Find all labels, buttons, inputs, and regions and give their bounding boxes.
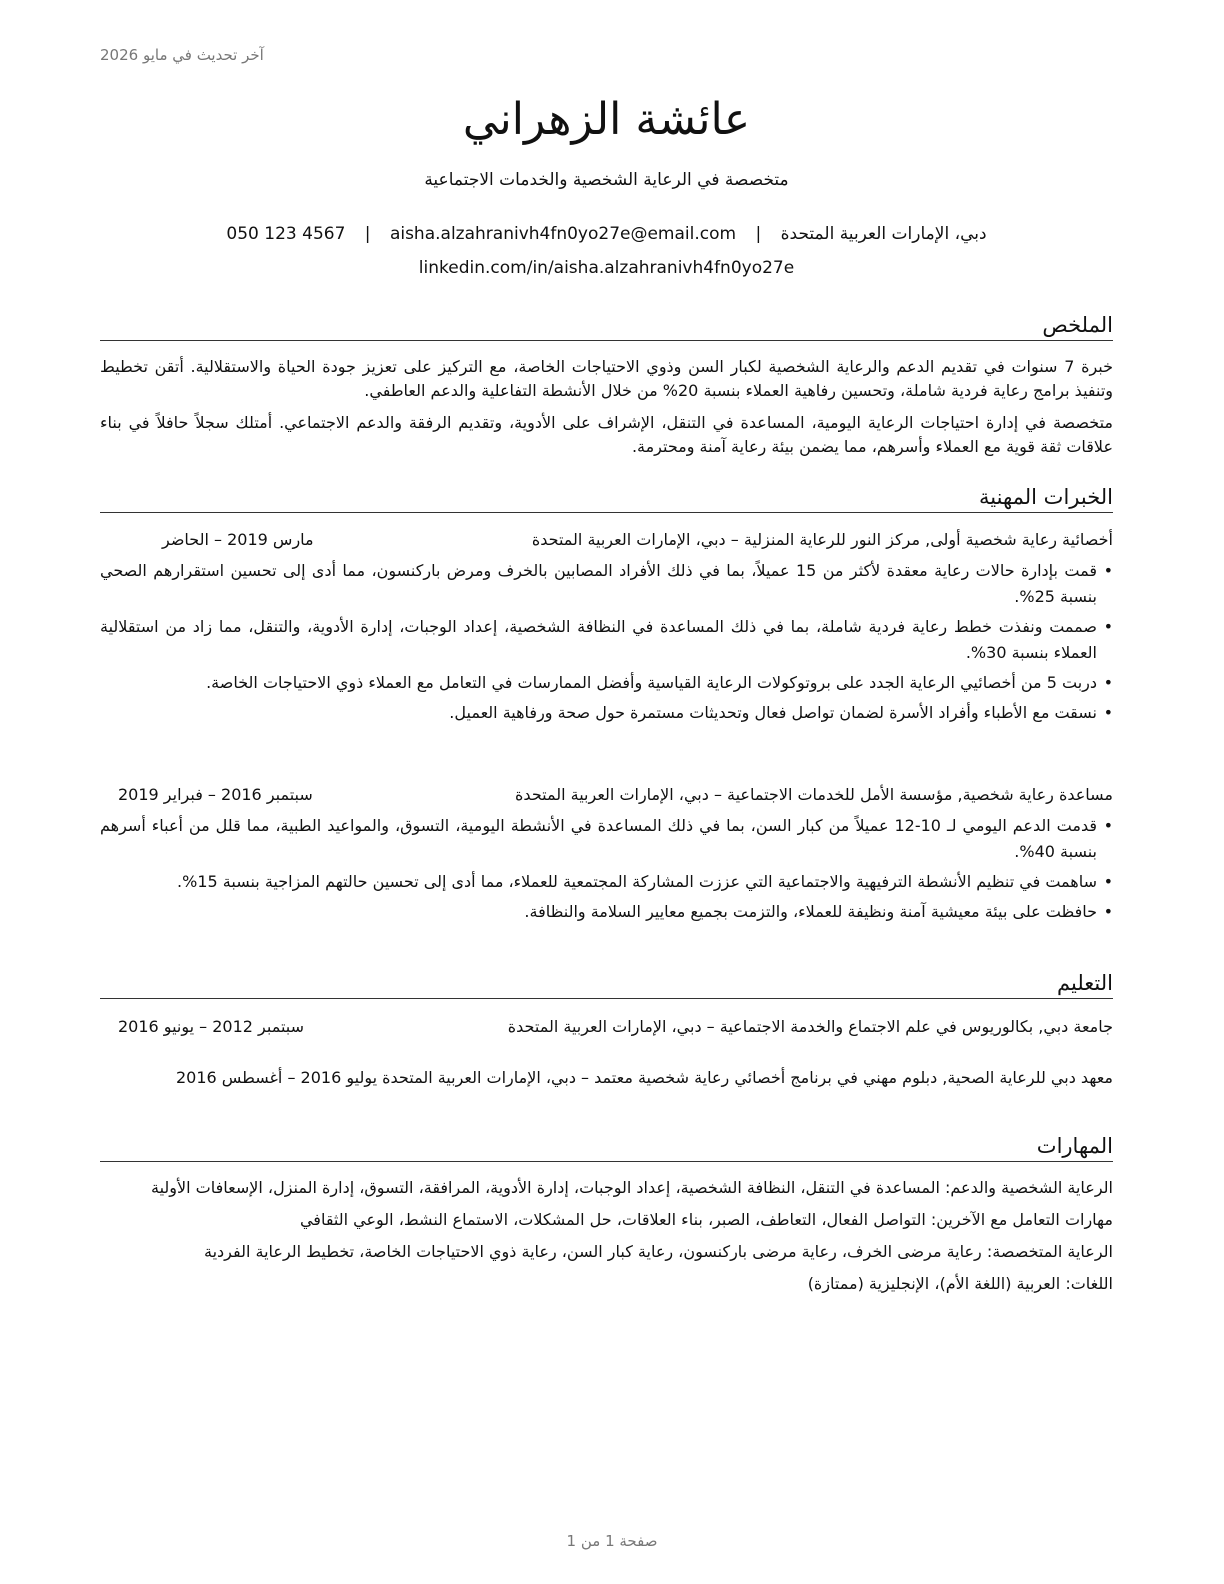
resume-page	[100, 0, 1113, 1584]
education-line: معهد دبي للرعاية الصحية, دبلوم مهني في برنامج أخصائي رعاية شخصية معتمد – دبي، الإمارات العربية المتحدة يوليو 2016 – أغسطس 2016	[175, 1068, 1113, 1087]
list-item: • قمت بإدارة حالات رعاية معقدة لأكثر من 15 عميلاً، بما في ذلك الأفراد المصابين بالخرف ومرض باركنسون، مما أدى إلى تحسين استقرارهم الصحي بنسبة 25%.	[100, 561, 1113, 606]
email[interactable]: aisha.alzahranivh4fn0yo27e@email.com	[389, 224, 737, 244]
last-updated: آخر تحديث في مايو 2026	[100, 46, 264, 64]
section-heading-experience: الخبرات المهنية	[100, 484, 1113, 513]
phone: 050 123 4567	[226, 224, 346, 244]
separator: |	[364, 224, 371, 244]
education-dates: سبتمبر 2012 – يونيو 2016	[118, 1017, 305, 1036]
job-dates: مارس 2019 – الحاضر	[162, 530, 314, 549]
job-title-line	[100, 783, 1113, 807]
contact-line	[100, 224, 1113, 244]
list-item: • قدمت الدعم اليومي لـ 10-12 عميلاً من كبار السن، بما في ذلك المساعدة في الأنشطة اليومية، التسوق، والمواعيد الطبية، مما قلل من أعباء أسرهم بنسبة 40%.	[100, 816, 1113, 861]
skill-line: الرعاية المتخصصة: رعاية مرضى الخرف، رعاية مرضى باركنسون، رعاية كبار السن، رعاية ذوي الاحتياجات الخاصة، تخطيط الرعاية الفردية	[204, 1242, 1113, 1261]
skill-line: مهارات التعامل مع الآخرين: التواصل الفعال، التعاطف، الصبر، بناء العلاقات، حل المشكلات، الاستماع النشط، الوعي الثقافي	[299, 1210, 1113, 1229]
candidate-name: عائشة الزهراني	[462, 94, 751, 145]
skill-line: اللغات: العربية (اللغة الأم)، الإنجليزية (ممتازة)	[807, 1274, 1113, 1293]
list-item: • صممت ونفذت خطط رعاية فردية شاملة، بما في ذلك المساعدة في النظافة الشخصية، إعداد الوجبات، إدارة الأدوية، والتنقل، مما زاد من استقلالية العملاء بنسبة 30%.	[100, 617, 1113, 662]
summary-paragraph: متخصصة في إدارة احتياجات الرعاية اليومية، المساعدة في التنقل، الإشراف على الأدوية، وتقديم الرفقة والدعم الاجتماعي. أمتلك سجلاً حافلاً في بناء علاقات ثقة قوية مع العملاء وأسرهم، مما يضمن بيئة رعاية آمنة ومحترمة.	[100, 413, 1113, 456]
job-dates: سبتمبر 2016 – فبراير 2019	[118, 785, 313, 804]
job-title: مساعدة رعاية شخصية, مؤسسة الأمل للخدمات الاجتماعية – دبي، الإمارات العربية المتحدة	[515, 785, 1113, 804]
job-bullets	[100, 813, 1113, 929]
education-entry	[100, 1015, 1113, 1039]
job-bullets	[100, 558, 1113, 730]
candidate-title: متخصصة في الرعاية الشخصية والخدمات الاجتماعية	[424, 170, 789, 190]
linkedin-link[interactable]: linkedin.com/in/aisha.alzahranivh4fn0yo27e	[418, 258, 795, 278]
job-title: أخصائية رعاية شخصية أولى, مركز النور للرعاية المنزلية – دبي، الإمارات العربية المتحدة	[531, 530, 1113, 549]
summary-paragraph: خبرة 7 سنوات في تقديم الدعم والرعاية الشخصية لكبار السن وذوي الاحتياجات الخاصة، مع التركيز على تعزيز جودة الحياة والاستقلالية. أتقن تخطيط وتنفيذ برامج رعاية فردية شاملة، وتحسين رفاهية العملاء بنسبة 20% من خلال الأنشطة التفاعلية والدعم العاطفي.	[100, 357, 1114, 400]
section-heading-summary: الملخص	[100, 312, 1113, 341]
section-heading-skills: المهارات	[100, 1133, 1113, 1162]
list-item: • دربت 5 من أخصائيي الرعاية الجدد على بروتوكولات الرعاية القياسية وأفضل الممارسات في التعامل مع العملاء ذوي الاحتياجات الخاصة.	[206, 673, 1113, 692]
list-item: • نسقت مع الأطباء وأفراد الأسرة لضمان تواصل فعال وتحديثات مستمرة حول صحة ورفاهية العميل.	[449, 703, 1113, 722]
skills-list	[100, 1176, 1113, 1304]
list-item: • ساهمت في تنظيم الأنشطة الترفيهية والاجتماعية التي عززت المشاركة المجتمعية للعملاء، مما أدى إلى تحسين حالتهم المزاجية بنسبة 15%.	[177, 872, 1113, 891]
skill-line: الرعاية الشخصية والدعم: المساعدة في التنقل، النظافة الشخصية، إعداد الوجبات، إدارة الأدوية، المرافقة، التسوق، إدارة المنزل، الإسعافات الأولية	[151, 1178, 1113, 1197]
location: دبي، الإمارات العربية المتحدة	[780, 224, 987, 244]
job-title-line	[100, 528, 1113, 552]
section-heading-education: التعليم	[100, 970, 1113, 999]
page-number: صفحة 1 من 1	[566, 1532, 658, 1550]
education-entry	[100, 1066, 1113, 1090]
education-line: جامعة دبي, بكالوريوس في علم الاجتماع والخدمة الاجتماعية – دبي، الإمارات العربية المتحدة	[507, 1017, 1113, 1036]
summary-body	[100, 355, 1113, 467]
separator: |	[755, 224, 762, 244]
list-item: • حافظت على بيئة معيشية آمنة ونظيفة للعملاء، والتزمت بجميع معايير السلامة والنظافة.	[524, 902, 1113, 921]
